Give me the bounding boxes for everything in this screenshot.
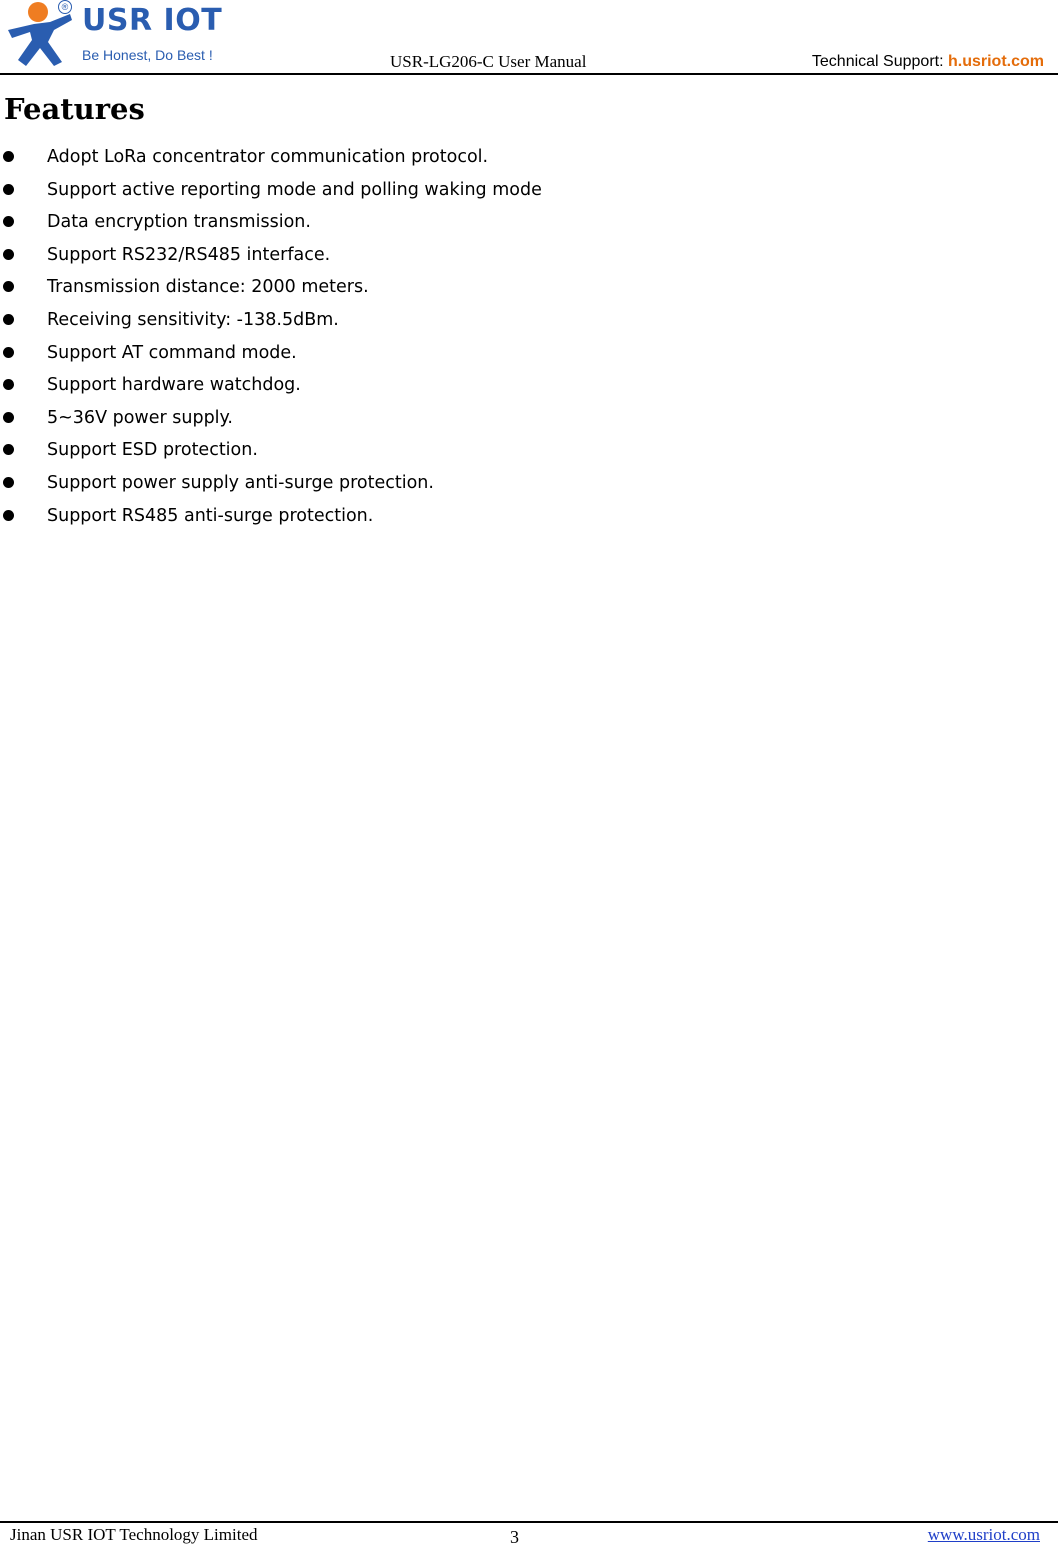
feature-item	[0, 467, 542, 500]
section-title: Features	[4, 92, 145, 126]
header-divider	[0, 73, 1058, 75]
feature-text: Support RS485 anti-surge protection.	[47, 505, 374, 526]
manual-title: USR-LG206-C User Manual	[390, 52, 587, 71]
feature-text: Support active reporting mode and polling waking mode	[47, 179, 542, 200]
feature-text: Support AT command mode.	[47, 342, 297, 363]
feature-item	[0, 402, 542, 435]
feature-item	[0, 239, 542, 272]
footer-company: Jinan USR IOT Technology Limited	[10, 1525, 258, 1544]
footer-divider	[0, 1521, 1058, 1523]
bullet-icon	[3, 510, 14, 521]
logo-wordmark: USR IOT	[82, 3, 223, 38]
feature-text: Receiving sensitivity: -138.5dBm.	[47, 309, 339, 330]
feature-text: Transmission distance: 2000 meters.	[47, 277, 369, 298]
feature-text: Support hardware watchdog.	[47, 375, 301, 396]
logo-tagline: Be Honest, Do Best !	[82, 47, 213, 63]
bullet-icon	[3, 444, 14, 455]
feature-item	[0, 337, 542, 370]
feature-item	[0, 174, 542, 207]
feature-text: Support RS232/RS485 interface.	[47, 244, 331, 265]
feature-text: 5~36V power supply.	[47, 407, 233, 428]
bullet-icon	[3, 314, 14, 325]
feature-text: Adopt LoRa concentrator communication protocol.	[47, 147, 489, 167]
bullet-icon	[3, 216, 14, 227]
page-header	[0, 0, 1058, 76]
feature-item	[0, 434, 542, 467]
feature-text: Support power supply anti-surge protection.	[47, 472, 434, 493]
page-number: 3	[510, 1527, 519, 1547]
registered-mark: ®	[58, 0, 72, 14]
bullet-icon	[3, 379, 14, 390]
support-label: Technical Support:	[811, 53, 948, 70]
bullet-icon	[3, 347, 14, 358]
feature-item	[0, 271, 542, 304]
bullet-icon	[3, 281, 14, 292]
footer-website-link[interactable]: www.usriot.com	[927, 1525, 1040, 1544]
bullet-icon	[3, 151, 14, 162]
feature-item	[0, 206, 542, 239]
bullet-icon	[3, 184, 14, 195]
features-list	[0, 141, 542, 532]
bullet-icon	[3, 249, 14, 260]
technical-support	[812, 52, 1044, 72]
feature-text: Data encryption transmission.	[47, 212, 311, 233]
company-logo	[4, 0, 223, 70]
feature-item	[0, 304, 542, 337]
feature-item	[0, 369, 542, 402]
feature-text: Support ESD protection.	[47, 440, 258, 461]
feature-item	[0, 141, 542, 174]
bullet-icon	[3, 477, 14, 488]
support-link[interactable]: h.usriot.com	[947, 53, 1044, 70]
feature-item	[0, 500, 542, 533]
bullet-icon	[3, 412, 14, 423]
